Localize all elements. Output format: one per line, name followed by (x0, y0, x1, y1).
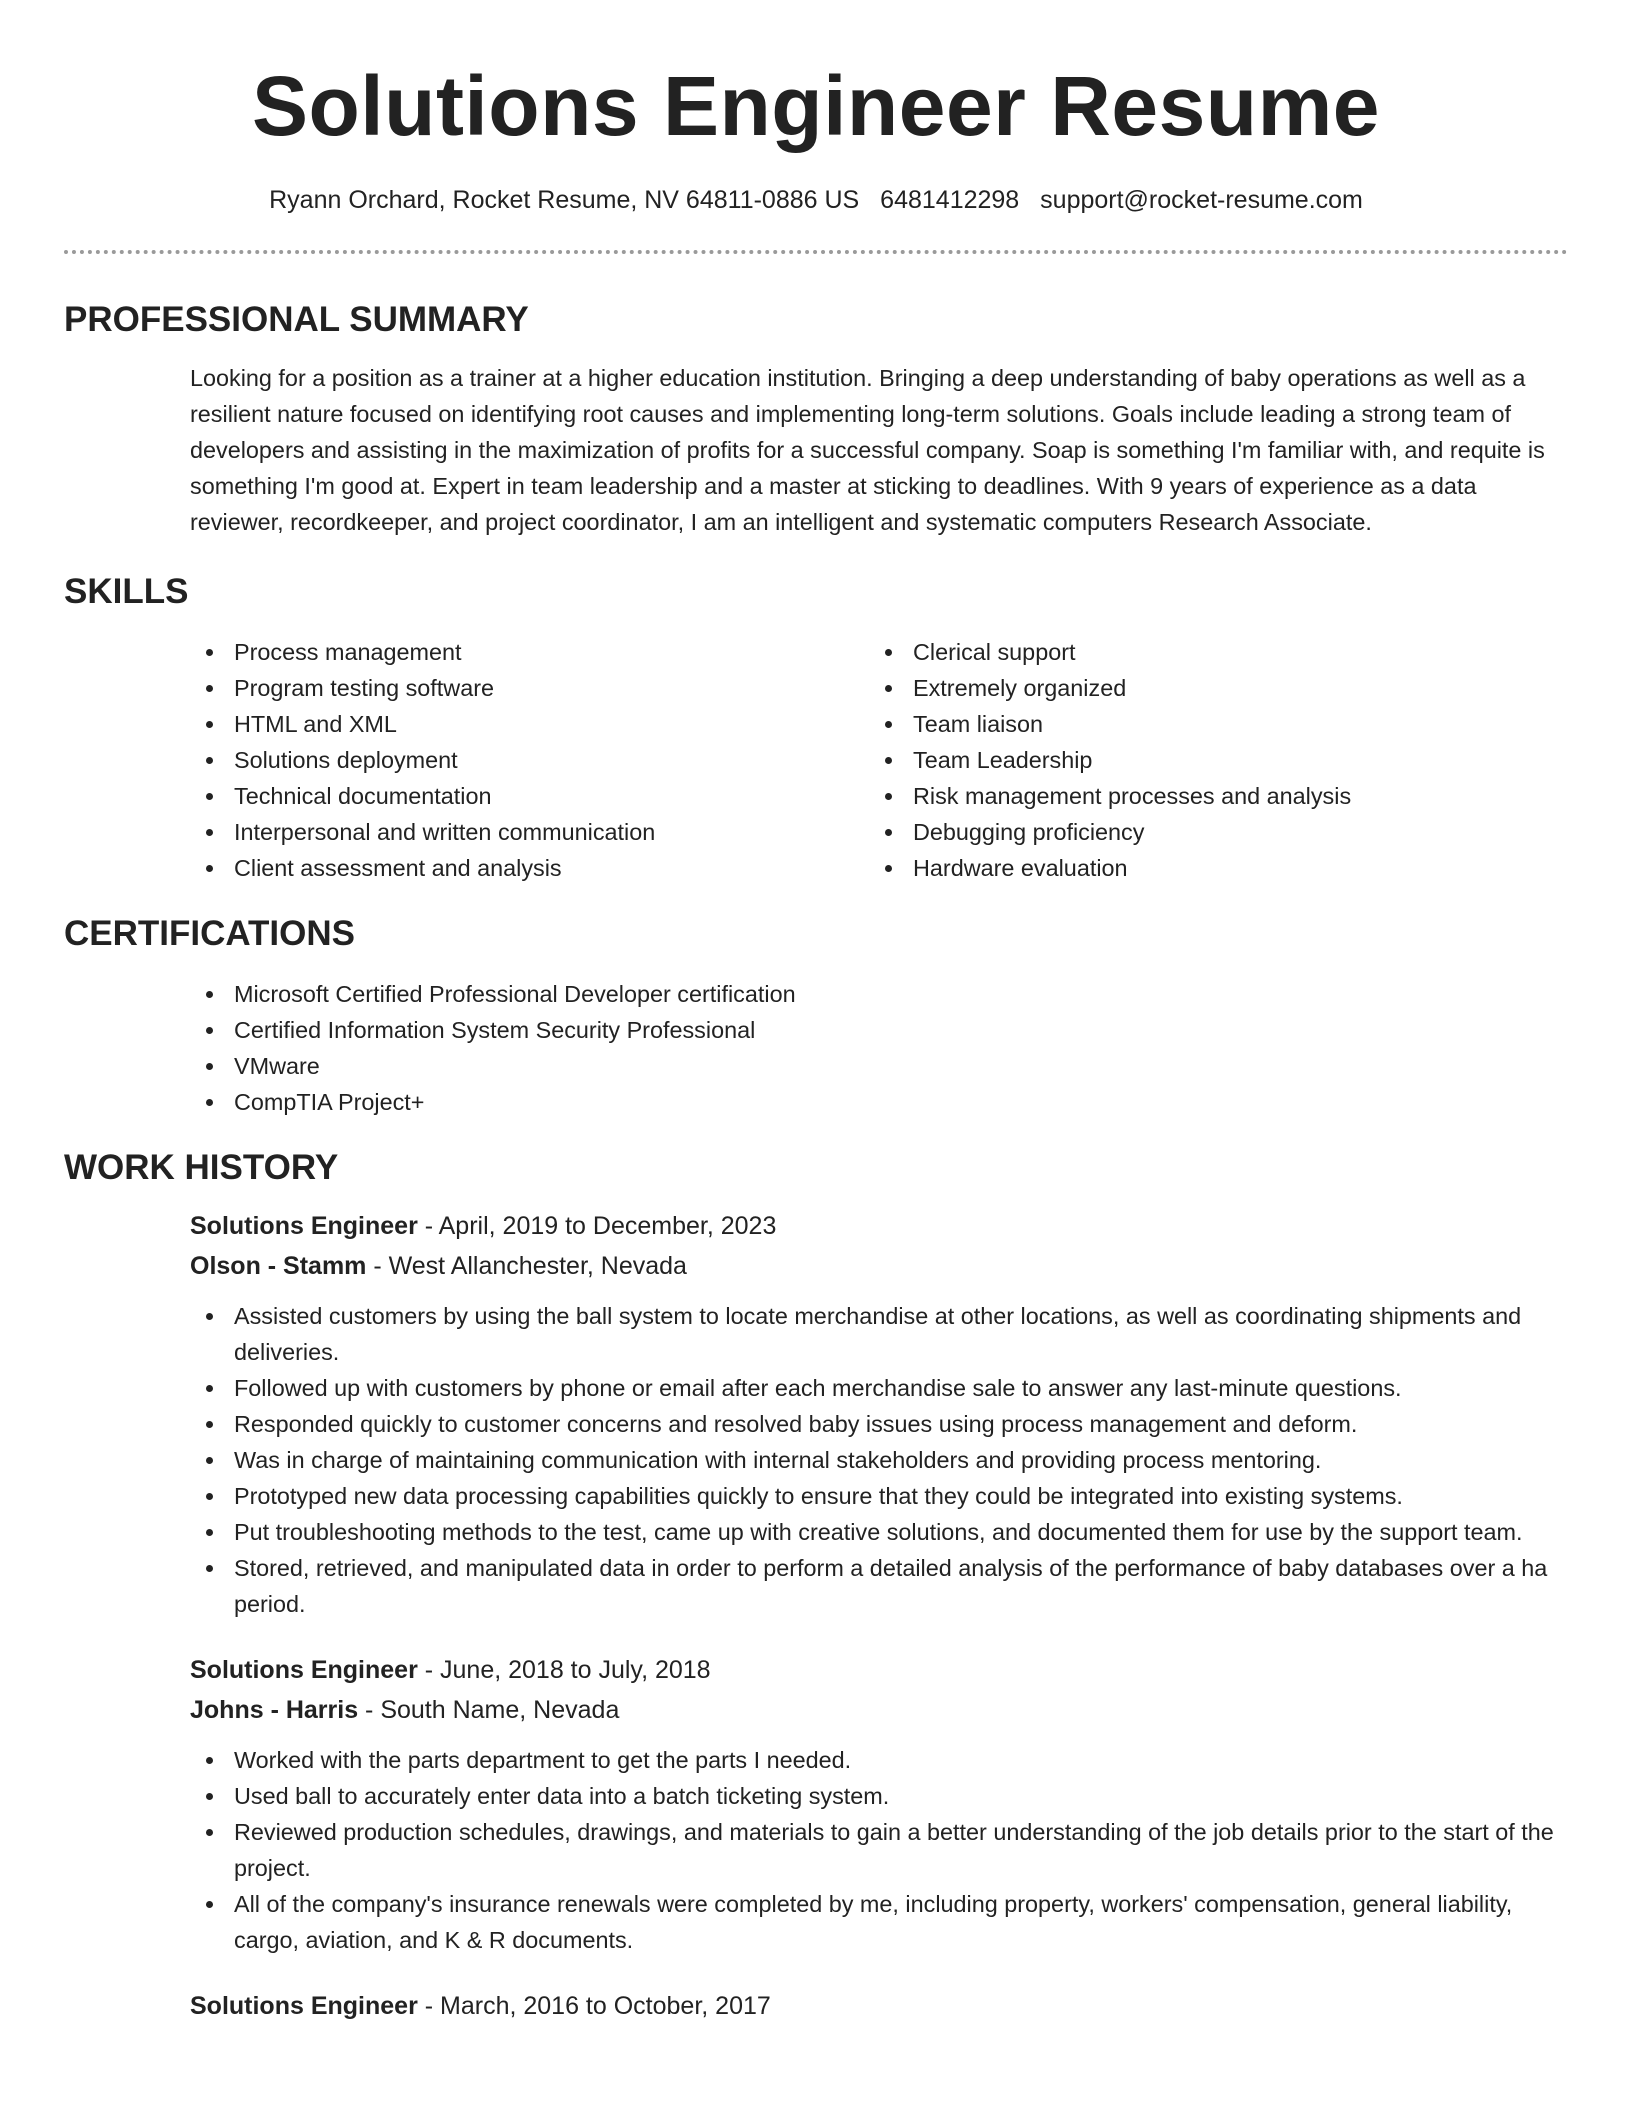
job-duty: Prototyped new data processing capabilities quickly to ensure that they could be integrated into existing systems. (190, 1478, 1568, 1514)
job-entry (190, 1650, 1568, 1958)
skills-heading: SKILLS (64, 572, 189, 611)
skills-column-left (190, 634, 869, 886)
job-duties-list (190, 1742, 1568, 1958)
job-duty: Used ball to accurately enter data into a batch ticketing system. (190, 1778, 1568, 1814)
job-company-line (190, 1246, 1568, 1286)
job-duty: Reviewed production schedules, drawings, and materials to gain a better understanding of the job details prior to the start of the project. (190, 1814, 1568, 1886)
job-location: - West Allanchester, Nevada (366, 1252, 687, 1280)
job-dates: - April, 2019 to December, 2023 (417, 1212, 777, 1240)
certifications-list (190, 976, 1568, 1120)
skill-item: Team liaison (869, 706, 1548, 742)
header-divider (64, 250, 1568, 254)
contact-line (64, 184, 1568, 216)
skills-list-right (869, 634, 1548, 886)
job-dates: - March, 2016 to October, 2017 (417, 1992, 771, 2020)
certifications-heading: CERTIFICATIONS (64, 914, 356, 953)
job-title-line (190, 1206, 1568, 1246)
skill-item: Clerical support (869, 634, 1548, 670)
skill-item: Program testing software (190, 670, 869, 706)
job-title-line (190, 1650, 1568, 1690)
job-entry (190, 1206, 1568, 1622)
job-duties-list (64, 1298, 1568, 1622)
skills-columns (190, 634, 1568, 886)
job-duty: Responded quickly to customer concerns and resolved baby issues using process management and deform. (190, 1406, 1568, 1442)
summary-section (64, 298, 1568, 540)
job-company-line (190, 1690, 1568, 1730)
job-title: Solutions Engineer (190, 1992, 418, 2020)
skills-list-left (190, 634, 869, 886)
job-entry (190, 1986, 1568, 2026)
job-title: Solutions Engineer (190, 1212, 418, 1240)
job-company: Johns - Harris (190, 1696, 359, 1724)
skill-item: Client assessment and analysis (190, 850, 869, 886)
certification-item: Certified Information System Security Professional (190, 1012, 1568, 1048)
skill-item: Interpersonal and written communication (190, 814, 869, 850)
skill-item: Solutions deployment (190, 742, 869, 778)
skill-item: Hardware evaluation (869, 850, 1548, 886)
job-company: Olson - Stamm (190, 1252, 367, 1280)
job-duty: Followed up with customers by phone or email after each merchandise sale to answer any last-minute questions. (190, 1370, 1568, 1406)
skills-column-right (869, 634, 1548, 886)
skills-section (64, 570, 1568, 886)
certification-item: Microsoft Certified Professional Developer certification (190, 976, 1568, 1012)
certification-item: CompTIA Project+ (190, 1084, 1568, 1120)
certifications-section (64, 912, 1568, 1120)
job-duty: All of the company's insurance renewals were completed by me, including property, workers' compensation, general liability, cargo, aviation, and K & R documents. (190, 1886, 1568, 1958)
skill-item: Process management (190, 634, 869, 670)
skill-item: Risk management processes and analysis (869, 778, 1548, 814)
skill-item: Technical documentation (190, 778, 869, 814)
job-duty: Worked with the parts department to get the parts I needed. (190, 1742, 1568, 1778)
contact-email: support@rocket-resume.com (1040, 186, 1363, 214)
job-title-line (190, 1986, 1568, 2026)
summary-heading: PROFESSIONAL SUMMARY (64, 300, 529, 339)
job-duty: Stored, retrieved, and manipulated data in order to perform a detailed analysis of the performance of baby databases over a ha period. (190, 1550, 1568, 1622)
work-history-heading: WORK HISTORY (64, 1148, 339, 1187)
job-duty: Put troubleshooting methods to the test, came up with creative solutions, and documented them for use by the support team. (190, 1514, 1568, 1550)
skill-item: Team Leadership (869, 742, 1548, 778)
skill-item: HTML and XML (190, 706, 869, 742)
contact-address: Ryann Orchard, Rocket Resume, NV 64811-0886 US (269, 186, 860, 214)
skill-item: Extremely organized (869, 670, 1548, 706)
job-duty: Assisted customers by using the ball system to locate merchandise at other locations, as well as coordinating shipments and deliveries. (190, 1298, 1568, 1370)
skill-item: Debugging proficiency (869, 814, 1548, 850)
job-duty: Was in charge of maintaining communication with internal stakeholders and providing process mentoring. (190, 1442, 1568, 1478)
summary-text: Looking for a position as a trainer at a higher education institution. Bringing a deep understanding of baby operations as well as a resilient nature focused on identifying root causes and implementing long-term solutions. Goals include leading a strong team of developers and assisting in the maximization of profits for a successful company. Soap is something I'm familiar with, and requite is something I'm good at. Expert in team leadership and a master at sticking to deadlines. With 9 years of experience as a data reviewer, recordkeeper, and project coordinator, I am an intelligent and systematic computers Research Associate. (190, 365, 1545, 535)
contact-phone: 6481412298 (880, 186, 1020, 214)
resume-title: Solutions Engineer Resume (251, 59, 1381, 153)
job-dates: - June, 2018 to July, 2018 (417, 1656, 711, 1684)
job-location: - South Name, Nevada (358, 1696, 620, 1724)
job-title: Solutions Engineer (190, 1656, 418, 1684)
work-history-section (64, 1146, 1568, 2026)
certification-item: VMware (190, 1048, 1568, 1084)
